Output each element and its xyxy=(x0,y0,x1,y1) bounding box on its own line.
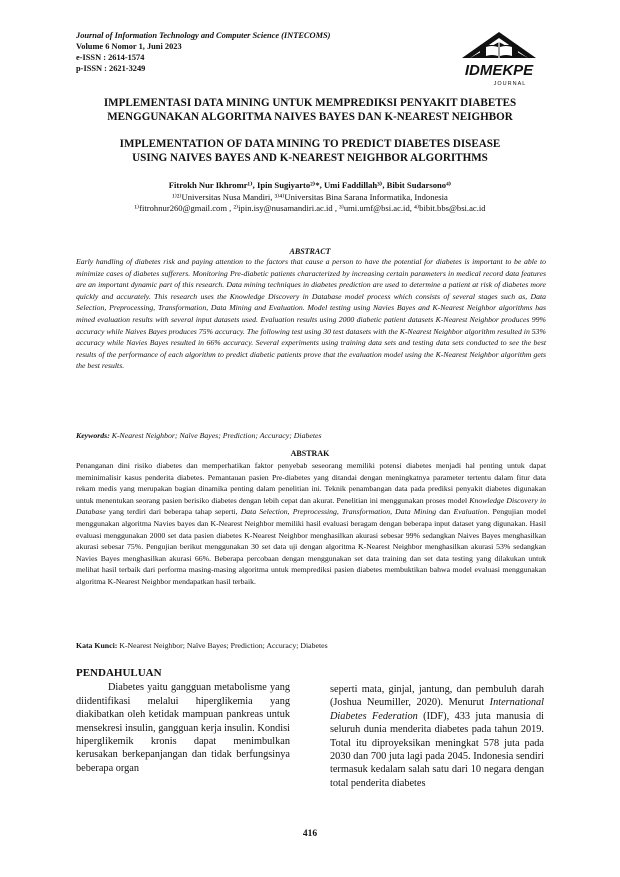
abstrak-text-part: . Pengujian model menggunakan algoritma Navies bayes dan K-Nearest Neighbor memiliki hasil evaluasi beragam dengan beberapa input dataset yang digunakan. Hasil evaluasi menggunakan 2000 set data pasien diabetes K-Nearest Neighbor menghasilkan akurasi sebesar 99% sedangkan Naives Bayes menghasilkan akurasi sebesar 75%. Pengujian berikut menggunakan 30 set data uji dengan algoritma K-Nearest Neighbor menghasilkan akurasi 53% sedangkan Navies Bayes menghasilkan akurasi 66%. Beberapa percobaan dengan menggunakan set data training dan set data testing yang dilakukan untuk melihat hasil terbaik dari performa masing-masing algoritma untuk memprediksi pasien diabetes membuktikan bahwa model evaluasi menggunakan algoritma K-Nearest Neighbor mendapatkan hasil terbaik. xyxy=(76,507,546,586)
title-english xyxy=(60,137,560,165)
logo-wordmark: IDMEKPE xyxy=(464,62,534,79)
abstract-indonesian xyxy=(76,460,546,588)
body-column-left xyxy=(76,667,290,775)
abstrak-text-part: yang terdiri dari beberapa tahap seperti, xyxy=(105,507,241,517)
abstrak-term-kdd: Knowledge Discovery in Database xyxy=(76,495,546,517)
title-indonesian xyxy=(60,96,560,124)
abstrak-term-stages: Data Selection, Preprocessing, Transformation, Data Mining xyxy=(240,507,437,517)
idmekpe-logo xyxy=(452,28,546,90)
abstrak-heading: ABSTRAK xyxy=(290,449,330,458)
keywords-indonesian xyxy=(76,641,546,650)
journal-name: Journal of Information Technology and Computer Science (INTECOMS) xyxy=(76,31,331,40)
title-id-line1: IMPLEMENTASI DATA MINING UNTUK MEMPREDIKSI PENYAKIT DIABETES xyxy=(103,97,517,109)
title-en-line2: USING NAIVES BAYES AND K-NEAREST NEIGHBOR ALGORITHMS xyxy=(132,152,488,164)
section-heading-pendahuluan: PENDAHULUAN xyxy=(76,667,162,679)
page-number: 416 xyxy=(302,829,318,839)
intro-paragraph: Diabetes yaitu gangguan metabolisme yang diidentifikasi melalui hiperglikemia yang diakibatkan oleh ketidak mampuan pankreas untuk mensekresi insulin, gangguan kerja insulin. Kondisi hiperglikemik kronis dapat menimbulkan kerusakan berkepanjangan dan tidak berfungsinya beberapa organ xyxy=(76,682,290,774)
title-en-line1: IMPLEMENTATION OF DATA MINING TO PREDICT DIABETES DISEASE xyxy=(119,138,501,150)
journal-header xyxy=(76,30,456,74)
body-column-right xyxy=(330,683,544,790)
kata-kunci-label: Kata Kunci: xyxy=(76,641,118,650)
logo-subtitle: JOURNAL xyxy=(493,81,527,87)
keywords-label: Keywords: xyxy=(76,431,110,440)
intro-text-part: (IDF), 433 juta manusia di seluruh dunia menderita diabetes pada tahun 2019. Total itu diproyeksikan meningkat 578 juta pada 2030 dan 700 juta lagi pada 2045. Indonesia sendiri termasuk kedalam salah satu dari 10 negara dengan total penderita diabetes xyxy=(330,710,544,789)
abstract-english: Early handling of diabetes risk and paying attention to the factors that cause a person to have the potential for diabetes is important to be able to minimize cases of diabetes sufferers. Monitoring Pre-diabetic patients characterized by increasing certain parameters in medical record data features are an important dynamic part of this research. Data mining techniques in diabetes prediction are used to determine a patient at risk of diabetes more quickly and accurately. This research uses the Knowledge Discovery in Database model process which consists of several stages such as, Data Selection, Preprocessing, Transformation, Data Mining and Evaluation. Model testing using Navies Bayes and K-Nearest Neighbor algorithms has mined evaluation results with several input datasets used. Evaluation results using 2000 diabetic patient datasets K-Nearest Neighbor produces 99% accuracy while Naives Bayes produces 75% accuracy. The following test using 30 test datasets with the K-Nearest Neighbor algorithm resulted in 53% accuracy while Navies Bayes resulted in 66% accuracy. Several experiments using training data sets and testing data sets conducted to see the best results of the performance of each algorithm to predict diabetic patients prove that the evaluation model using the K-Nearest Neighbor algorithm gets the best results. xyxy=(76,257,546,371)
abstrak-term-evaluation: Evaluation xyxy=(453,507,488,517)
keywords-list: K-Nearest Neighbor; Naïve Bayes; Prediction; Accuracy; Diabetes xyxy=(111,431,322,440)
journal-pissn: p-ISSN : 2621-3249 xyxy=(76,64,146,73)
author-names: Fitrokh Nur Ikhromr¹⁾, Ipin Sugiyarto²⁾*, Umi Faddillah³⁾, Bibit Sudarsono⁴⁾ xyxy=(168,180,452,190)
intro-text-part: seperti mata, ginjal, jantung, dan pembuluh darah (Joshua Neumiller, 2020). Menurut xyxy=(330,684,544,709)
author-emails: ¹⁾fitrohnur260@gmail.com , ²⁾ipin.isy@nusamandiri.ac.id , ³⁾umi.umf@bsi.ac.id, ⁴⁾bibit.bbs@bsi.ac.id xyxy=(134,203,486,213)
journal-eissn: e-ISSN : 2614-1574 xyxy=(76,53,145,62)
intro-paragraph-continued xyxy=(330,683,544,790)
author-block xyxy=(60,180,560,215)
author-affiliation: ¹⁾²⁾Universitas Nusa Mandiri, ³⁾⁴⁾Universitas Bina Sarana Informatika, Indonesia xyxy=(172,191,448,202)
abstrak-text-part: Penanganan dini risiko diabetes dan memperhatikan faktor penyebab seseorang memiliki potensi diabetes menjadi hal penting untuk dapat meminimalisir kasus penderita diabetes. Pemantauan pasien Pre-diabetes yang ditandai dengan meningkatnya parameter tertentu dalam fitur data rekam medis yang merupakan bagian dinamika penting dalam penelitian ini. Teknik penambangan data pada prediksi penyakit diabetes digunakan untuk menentukan seorang pasien berisiko diabetes dengan lebih cepat dan akurat. Penelitian ini menggunakan proses model xyxy=(76,461,546,505)
abstract-heading: ABSTRACT xyxy=(289,247,331,256)
journal-volume: Volume 6 Nomor 1, Juni 2023 xyxy=(76,42,182,51)
title-id-line2: MENGGUNAKAN ALGORITMA NAIVES BAYES DAN K-NEAREST NEIGHBOR xyxy=(107,111,513,123)
intro-term-idf: International Diabetes Federation xyxy=(330,697,544,722)
abstrak-text-part: dan xyxy=(436,507,454,517)
kata-kunci-list: K-Nearest Neighbor; Naïve Bayes; Prediction; Accuracy; Diabetes xyxy=(119,641,328,650)
keywords-english xyxy=(76,431,546,440)
